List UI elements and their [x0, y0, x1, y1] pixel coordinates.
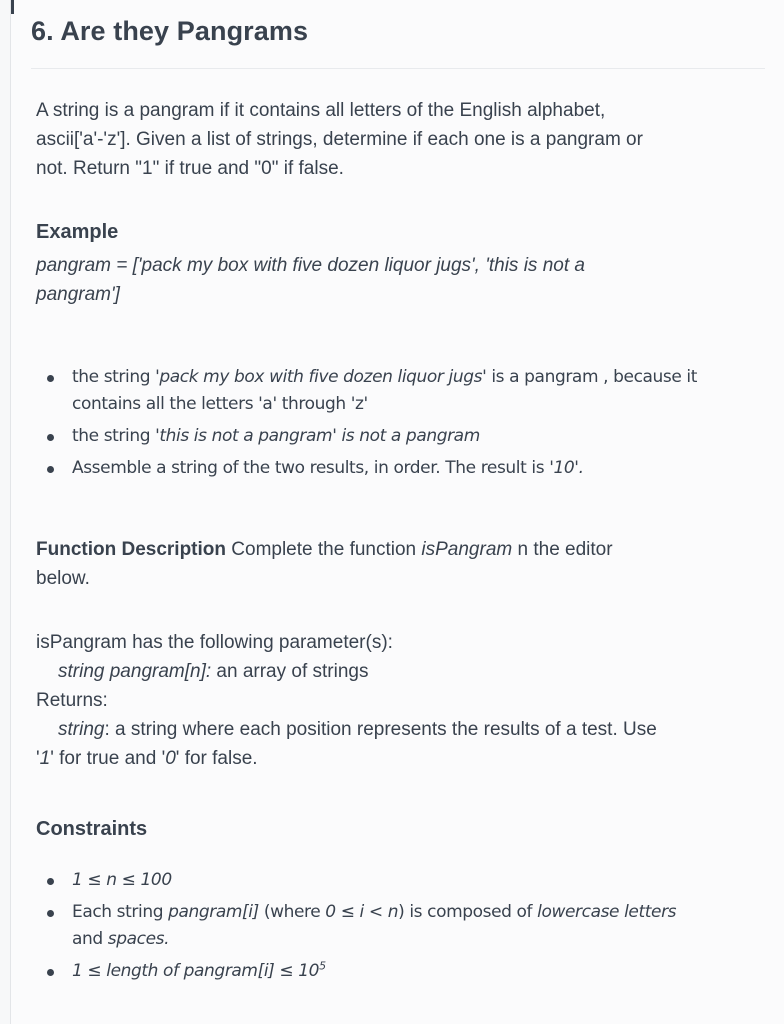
example-code-line-2: pangram']	[36, 284, 120, 305]
parameters-intro: isPangram has the following parameter(s):	[36, 632, 393, 653]
bullet-emphasis: 'this is not a pangram' is not a pangram	[155, 426, 480, 446]
return-value-true: 1	[39, 748, 51, 769]
intro-line-2: ascii['a'-'z']. Given a list of strings, determine if each one is a pangram or	[36, 129, 643, 150]
bullet-text: Assemble a string of the two results, in order. The result is	[72, 458, 550, 478]
page-title: 6. Are they Pangrams	[31, 16, 309, 46]
return-description: '	[36, 748, 40, 769]
bullet-text: is a pangram , because it	[486, 367, 698, 387]
function-description-text: n the editor	[512, 539, 613, 560]
bullet-text: contains all the letters 'a' through 'z'	[72, 394, 368, 414]
return-type: string	[58, 719, 105, 740]
constraint-text: and	[72, 929, 108, 949]
bullet-icon	[47, 969, 54, 976]
list-item	[36, 455, 697, 482]
return-value-false: 0	[165, 748, 176, 769]
example-heading: Example	[36, 221, 119, 243]
constraints-list	[36, 867, 676, 990]
list-item	[36, 899, 676, 953]
problem-page	[10, 0, 784, 1024]
bullet-emphasis: 'pack my box with five dozen liquor jugs'	[155, 367, 487, 387]
bullet-icon	[47, 910, 54, 917]
constraint-emphasis: spaces.	[107, 929, 170, 949]
parameter-name: string pangram[n]:	[58, 661, 212, 682]
function-description-text: Complete the function	[226, 539, 422, 560]
constraint-text: 1 ≤ length of pangram[i] ≤ 10	[72, 961, 320, 981]
function-description	[36, 535, 613, 593]
list-item	[36, 423, 697, 450]
function-description-text: below.	[36, 568, 90, 589]
example-bullet-list	[36, 364, 697, 487]
bullet-icon	[47, 375, 54, 382]
constraint-text: ) is composed of	[398, 902, 538, 922]
list-item	[36, 958, 676, 985]
list-item	[36, 364, 697, 418]
parameter-description: an array of strings	[211, 661, 369, 682]
example-code-line-1: pangram = ['pack my box with five dozen liquor jugs', 'this is not a	[36, 255, 585, 276]
bullet-icon	[47, 434, 54, 441]
list-item	[36, 867, 676, 894]
constraint-text: (where	[258, 902, 326, 922]
constraint-emphasis: 0 ≤ i < n	[325, 902, 399, 922]
constraint-emphasis: lowercase letters	[537, 902, 677, 922]
constraint-exponent: 5	[319, 959, 326, 973]
constraints-heading: Constraints	[36, 818, 148, 840]
parameters-section	[36, 628, 657, 773]
intro-line-1: A string is a pangram if it contains all letters of the English alphabet,	[36, 100, 606, 121]
function-description-label: Function Description	[36, 539, 226, 560]
divider	[31, 68, 765, 69]
bullet-text: the string	[72, 426, 156, 446]
constraint-emphasis: pangram[i]	[168, 902, 259, 922]
return-description: ' for true and '	[50, 748, 166, 769]
constraint-text: Each string	[72, 902, 169, 922]
bullet-text: the string	[72, 367, 156, 387]
intro-paragraph	[36, 96, 643, 183]
bullet-icon	[47, 878, 54, 885]
returns-label: Returns:	[36, 690, 108, 711]
bullet-emphasis: '10'.	[549, 458, 584, 478]
constraint-text: 1 ≤ n ≤ 100	[72, 870, 172, 890]
bullet-icon	[47, 466, 54, 473]
function-name: isPangram	[421, 539, 513, 560]
return-description: : a string where each position represents the results of a test. Use	[104, 719, 657, 740]
left-accent-bar	[11, 0, 14, 14]
intro-line-3: not. Return "1" if true and "0" if false.	[36, 158, 344, 179]
return-description: ' for false.	[175, 748, 258, 769]
example-code	[36, 251, 585, 309]
